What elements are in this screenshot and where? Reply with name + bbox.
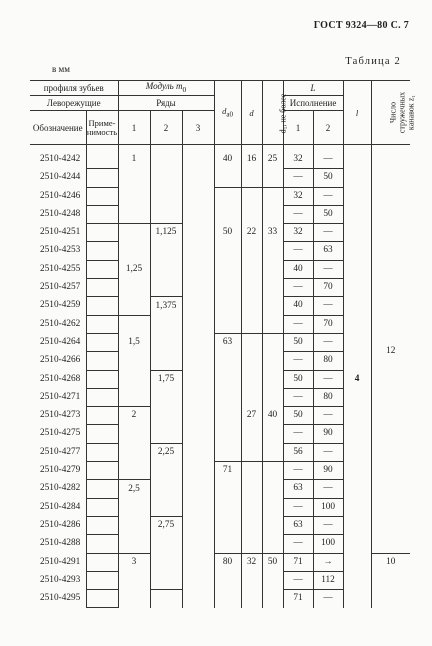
- designation-cell: 2510-4286: [40, 519, 81, 530]
- d-cell: [241, 462, 262, 480]
- da0-cell: 80: [214, 553, 241, 571]
- module-row2-cell: 1,75: [150, 370, 182, 388]
- da0-cell: [214, 260, 241, 278]
- d-cell: [241, 279, 262, 297]
- exec2-cell: —: [313, 151, 343, 169]
- header-d: d: [241, 81, 262, 145]
- module-row3-cell: [182, 297, 214, 315]
- designation-cell: 2510-4248: [40, 208, 81, 219]
- z-cell-second: 10: [371, 553, 410, 608]
- d1-cell: 33: [262, 224, 283, 242]
- exec1-cell: —: [283, 169, 313, 187]
- applicability-cell: [86, 388, 118, 406]
- module-row2-cell: [150, 407, 182, 425]
- exec1-cell: 63: [283, 516, 313, 534]
- header-d1: d₁, не более: [262, 81, 283, 145]
- module-row3-cell: [182, 205, 214, 223]
- designation-cell: 2510-4271: [40, 391, 81, 402]
- d1-cell: 40: [262, 407, 283, 425]
- module-row1-cell: [118, 590, 150, 608]
- da0-cell: [214, 279, 241, 297]
- applicability-cell: [86, 571, 118, 589]
- d1-cell: 50: [262, 553, 283, 571]
- designation-cell: 2510-4273: [40, 410, 81, 421]
- d1-cell: [262, 498, 283, 516]
- applicability-cell: [86, 425, 118, 443]
- l-value: 4: [354, 373, 360, 384]
- d1-cell: [262, 352, 283, 370]
- module-row1-cell: [118, 443, 150, 461]
- module-row1-cell: [118, 571, 150, 589]
- exec1-cell: —: [283, 462, 313, 480]
- exec1-cell: —: [283, 352, 313, 370]
- module-row2-cell: [150, 279, 182, 297]
- header-profile: профиля зубьев: [30, 81, 118, 96]
- module-row2-cell: [150, 169, 182, 187]
- module-row1-cell: [118, 516, 150, 534]
- applicability-cell: [86, 151, 118, 169]
- designation-cell: 2510-4268: [40, 373, 81, 384]
- designation-cell: 2510-4291: [40, 556, 81, 567]
- exec2-cell: 50: [313, 205, 343, 223]
- d1-cell: [262, 571, 283, 589]
- exec1-cell: —: [283, 279, 313, 297]
- da0-cell: 63: [214, 333, 241, 351]
- module-row1-cell: [118, 297, 150, 315]
- exec2-cell: —: [313, 297, 343, 315]
- header-left-hand: Леворежущие: [30, 96, 118, 111]
- d-cell: [241, 169, 262, 187]
- module-row3-cell: [182, 315, 214, 333]
- header-l: l: [343, 81, 371, 145]
- exec1-cell: 50: [283, 333, 313, 351]
- d-cell: [241, 590, 262, 608]
- module-row3-cell: [182, 407, 214, 425]
- exec1-cell: 71: [283, 590, 313, 608]
- exec1-cell: —: [283, 388, 313, 406]
- table-row: [30, 151, 410, 169]
- designation-cell: 2510-4262: [40, 318, 81, 329]
- module-row3-cell: [182, 498, 214, 516]
- module-row2-cell: [150, 462, 182, 480]
- d1-cell: [262, 480, 283, 498]
- designation-cell: 2510-4257: [40, 282, 81, 293]
- d-cell: [241, 443, 262, 461]
- applicability-cell: [86, 535, 118, 553]
- module-row1-cell: [118, 498, 150, 516]
- module-row3-cell: [182, 169, 214, 187]
- module-row1-cell: [118, 205, 150, 223]
- module-row3-cell: [182, 425, 214, 443]
- module-row1-cell: 3: [118, 553, 150, 571]
- d1-cell: [262, 370, 283, 388]
- d1-cell: [262, 388, 283, 406]
- exec2-cell: 112: [313, 571, 343, 589]
- d1-cell: [262, 535, 283, 553]
- exec2-cell: —: [313, 407, 343, 425]
- units-label: в мм: [52, 64, 70, 74]
- applicability-cell: [86, 333, 118, 351]
- designation-cell: 2510-4295: [40, 593, 81, 604]
- d1-cell: [262, 279, 283, 297]
- d1-cell: [262, 315, 283, 333]
- z-cell-first: 12: [371, 151, 410, 553]
- applicability-cell: [86, 279, 118, 297]
- module-row1-cell: [118, 425, 150, 443]
- header-da0: $d_{a0}$: [214, 81, 241, 145]
- module-row2-cell: [150, 205, 182, 223]
- exec2-cell: 70: [313, 315, 343, 333]
- designation-cell: 2510-4251: [40, 227, 81, 238]
- module-row3-cell: [182, 443, 214, 461]
- header-row1: 1: [118, 111, 150, 145]
- module-row1-cell: [118, 535, 150, 553]
- module-row2-cell: [150, 187, 182, 205]
- applicability-cell: [86, 187, 118, 205]
- module-row2-cell: [150, 315, 182, 333]
- da0-cell: [214, 443, 241, 461]
- d1-cell: [262, 297, 283, 315]
- applicability-cell: [86, 407, 118, 425]
- d-cell: [241, 315, 262, 333]
- module-row3-cell: [182, 553, 214, 571]
- da0-cell: [214, 516, 241, 534]
- module-row1-cell: [118, 169, 150, 187]
- module-row3-cell: [182, 151, 214, 169]
- da0-cell: [214, 370, 241, 388]
- module-row1-cell: [118, 388, 150, 406]
- designation-cell: 2510-4279: [40, 465, 81, 476]
- applicability-cell: [86, 590, 118, 608]
- module-row2-cell: [150, 590, 182, 608]
- designation-cell: 2510-4264: [40, 336, 81, 347]
- applicability-cell: [86, 315, 118, 333]
- d1-cell: [262, 443, 283, 461]
- module-row3-cell: [182, 333, 214, 351]
- applicability-cell: [86, 297, 118, 315]
- da0-cell: [214, 407, 241, 425]
- d1-cell: [262, 462, 283, 480]
- exec2-cell: 70: [313, 279, 343, 297]
- applicability-cell: [86, 169, 118, 187]
- exec2-cell: —: [313, 516, 343, 534]
- module-row2-cell: 1,125: [150, 224, 182, 242]
- header-designation: Обозначение: [30, 111, 86, 145]
- d1-cell: [262, 590, 283, 608]
- header-L: L: [283, 81, 343, 96]
- designation-cell: 2510-4266: [40, 355, 81, 366]
- module-row2-cell: [150, 425, 182, 443]
- spec-table: [30, 80, 416, 608]
- da0-cell: [214, 480, 241, 498]
- designation-cell: 2510-4275: [40, 428, 81, 439]
- exec1-cell: 71: [283, 553, 313, 571]
- header-applicability: Приме- нимость: [86, 111, 118, 145]
- module-row3-cell: [182, 224, 214, 242]
- module-row2-cell: [150, 151, 182, 169]
- module-row2-cell: [150, 480, 182, 498]
- module-row3-cell: [182, 516, 214, 534]
- da0-cell: [214, 187, 241, 205]
- d-cell: [241, 187, 262, 205]
- d1-cell: [262, 242, 283, 260]
- designation-cell: 2510-4288: [40, 538, 81, 549]
- d1-cell: [262, 205, 283, 223]
- designation-cell: 2510-4284: [40, 501, 81, 512]
- applicability-cell: [86, 370, 118, 388]
- applicability-cell: [86, 205, 118, 223]
- exec2-cell: 90: [313, 425, 343, 443]
- module-row3-cell: [182, 480, 214, 498]
- exec2-cell: —: [313, 224, 343, 242]
- header-rows: Ряды: [118, 96, 214, 111]
- d-cell: [241, 297, 262, 315]
- module-row2-cell: [150, 352, 182, 370]
- d-cell: [241, 498, 262, 516]
- d1-cell: [262, 169, 283, 187]
- module-row1-cell: 2: [118, 407, 150, 425]
- module-row3-cell: [182, 279, 214, 297]
- module-row3-cell: [182, 571, 214, 589]
- module-row2-cell: [150, 333, 182, 351]
- exec1-cell: 32: [283, 224, 313, 242]
- exec1-cell: 63: [283, 480, 313, 498]
- applicability-cell: [86, 462, 118, 480]
- module-row1-cell: [118, 242, 150, 260]
- exec1-cell: 32: [283, 187, 313, 205]
- d-cell: [241, 388, 262, 406]
- d-cell: [241, 370, 262, 388]
- exec2-cell: 100: [313, 535, 343, 553]
- designation-cell: 2510-4293: [40, 574, 81, 585]
- applicability-cell: [86, 553, 118, 571]
- designation-cell: 2510-4242: [40, 154, 81, 165]
- module-row2-cell: 1,375: [150, 297, 182, 315]
- module-row3-cell: [182, 462, 214, 480]
- da0-cell: 40: [214, 151, 241, 169]
- module-row1-cell: 1,5: [118, 333, 150, 351]
- module-row2-cell: [150, 498, 182, 516]
- applicability-cell: [86, 516, 118, 534]
- applicability-cell: [86, 480, 118, 498]
- da0-cell: [214, 535, 241, 553]
- exec1-cell: 32: [283, 151, 313, 169]
- module-row2-cell: [150, 571, 182, 589]
- applicability-cell: [86, 498, 118, 516]
- d-cell: [241, 535, 262, 553]
- module-row1-cell: [118, 279, 150, 297]
- d-cell: [241, 480, 262, 498]
- exec2-cell: —: [313, 443, 343, 461]
- da0-cell: [214, 388, 241, 406]
- exec2-cell: —: [313, 480, 343, 498]
- module-row2-cell: [150, 260, 182, 278]
- applicability-cell: [86, 443, 118, 461]
- header-ex2: 2: [313, 111, 343, 145]
- module-row3-cell: [182, 388, 214, 406]
- module-row1-cell: [118, 462, 150, 480]
- da0-cell: [214, 498, 241, 516]
- applicability-cell: [86, 224, 118, 242]
- header-module: Модуль $m_0$: [118, 81, 214, 96]
- exec2-cell: 80: [313, 388, 343, 406]
- exec1-cell: 56: [283, 443, 313, 461]
- exec2-cell: →: [313, 553, 343, 571]
- header-z: Число стружечных канавок z₁: [371, 81, 410, 145]
- designation-cell: 2510-4259: [40, 300, 81, 311]
- module-row3-cell: [182, 352, 214, 370]
- module-row2-cell: [150, 388, 182, 406]
- d-cell: [241, 571, 262, 589]
- exec1-cell: —: [283, 535, 313, 553]
- d-cell: 22: [241, 224, 262, 242]
- module-row3-cell: [182, 535, 214, 553]
- exec2-cell: 50: [313, 169, 343, 187]
- exec1-cell: —: [283, 205, 313, 223]
- d-cell: 27: [241, 407, 262, 425]
- da0-cell: [214, 205, 241, 223]
- exec2-cell: —: [313, 260, 343, 278]
- designation-cell: 2510-4246: [40, 190, 81, 201]
- d1-cell: [262, 260, 283, 278]
- module-row3-cell: [182, 590, 214, 608]
- da0-cell: [214, 297, 241, 315]
- d-cell: 16: [241, 151, 262, 169]
- exec1-cell: —: [283, 571, 313, 589]
- module-row1-cell: [118, 352, 150, 370]
- exec1-cell: —: [283, 242, 313, 260]
- designation-cell: 2510-4255: [40, 263, 81, 274]
- table-body: [30, 145, 410, 608]
- exec1-cell: 50: [283, 407, 313, 425]
- exec1-cell: —: [283, 425, 313, 443]
- module-row1-cell: 1,25: [118, 260, 150, 278]
- applicability-cell: [86, 242, 118, 260]
- module-row1-cell: [118, 315, 150, 333]
- da0-cell: 71: [214, 462, 241, 480]
- d-cell: [241, 242, 262, 260]
- exec2-cell: —: [313, 370, 343, 388]
- da0-cell: [214, 169, 241, 187]
- exec1-cell: 40: [283, 297, 313, 315]
- exec1-cell: —: [283, 315, 313, 333]
- da0-cell: [214, 242, 241, 260]
- page-header: ГОСТ 9324—80 С. 7: [313, 20, 409, 31]
- exec2-cell: —: [313, 333, 343, 351]
- exec2-cell: 90: [313, 462, 343, 480]
- header-ex1: 1: [283, 111, 313, 145]
- designation-cell: 2510-4277: [40, 446, 81, 457]
- module-row1-cell: [118, 187, 150, 205]
- exec2-cell: —: [313, 590, 343, 608]
- module-row2-cell: [150, 242, 182, 260]
- d-cell: [241, 425, 262, 443]
- d1-cell: [262, 187, 283, 205]
- da0-cell: 50: [214, 224, 241, 242]
- module-row3-cell: [182, 370, 214, 388]
- exec2-cell: 100: [313, 498, 343, 516]
- da0-cell: [214, 590, 241, 608]
- module-row2-cell: [150, 553, 182, 571]
- exec1-cell: 50: [283, 370, 313, 388]
- da0-cell: [214, 315, 241, 333]
- da0-cell: [214, 571, 241, 589]
- l-cell: [343, 151, 371, 608]
- d1-cell: [262, 425, 283, 443]
- header-row2: 2: [150, 111, 182, 145]
- exec1-cell: 40: [283, 260, 313, 278]
- designation-cell: 2510-4244: [40, 172, 81, 183]
- module-row2-cell: 2,25: [150, 443, 182, 461]
- applicability-cell: [86, 260, 118, 278]
- applicability-cell: [86, 352, 118, 370]
- module-row2-cell: [150, 535, 182, 553]
- d-cell: 32: [241, 553, 262, 571]
- module-row1-cell: [118, 370, 150, 388]
- header-row3: 3: [182, 111, 214, 145]
- da0-cell: [214, 425, 241, 443]
- exec2-cell: 63: [313, 242, 343, 260]
- d-cell: [241, 352, 262, 370]
- exec2-cell: —: [313, 187, 343, 205]
- module-row3-cell: [182, 187, 214, 205]
- d1-cell: 25: [262, 151, 283, 169]
- module-row3-cell: [182, 260, 214, 278]
- da0-cell: [214, 352, 241, 370]
- module-row1-cell: [118, 224, 150, 242]
- module-row2-cell: 2,75: [150, 516, 182, 534]
- module-row1-cell: 2,5: [118, 480, 150, 498]
- d-cell: [241, 205, 262, 223]
- designation-cell: 2510-4253: [40, 245, 81, 256]
- module-row3-cell: [182, 242, 214, 260]
- d-cell: [241, 516, 262, 534]
- module-row1-cell: 1: [118, 151, 150, 169]
- table-caption: Таблица 2: [345, 56, 401, 67]
- d1-cell: [262, 333, 283, 351]
- d-cell: [241, 333, 262, 351]
- designation-cell: 2510-4282: [40, 483, 81, 494]
- exec2-cell: 80: [313, 352, 343, 370]
- exec1-cell: —: [283, 498, 313, 516]
- d-cell: [241, 260, 262, 278]
- header-execution: Исполнение: [283, 96, 343, 111]
- d1-cell: [262, 516, 283, 534]
